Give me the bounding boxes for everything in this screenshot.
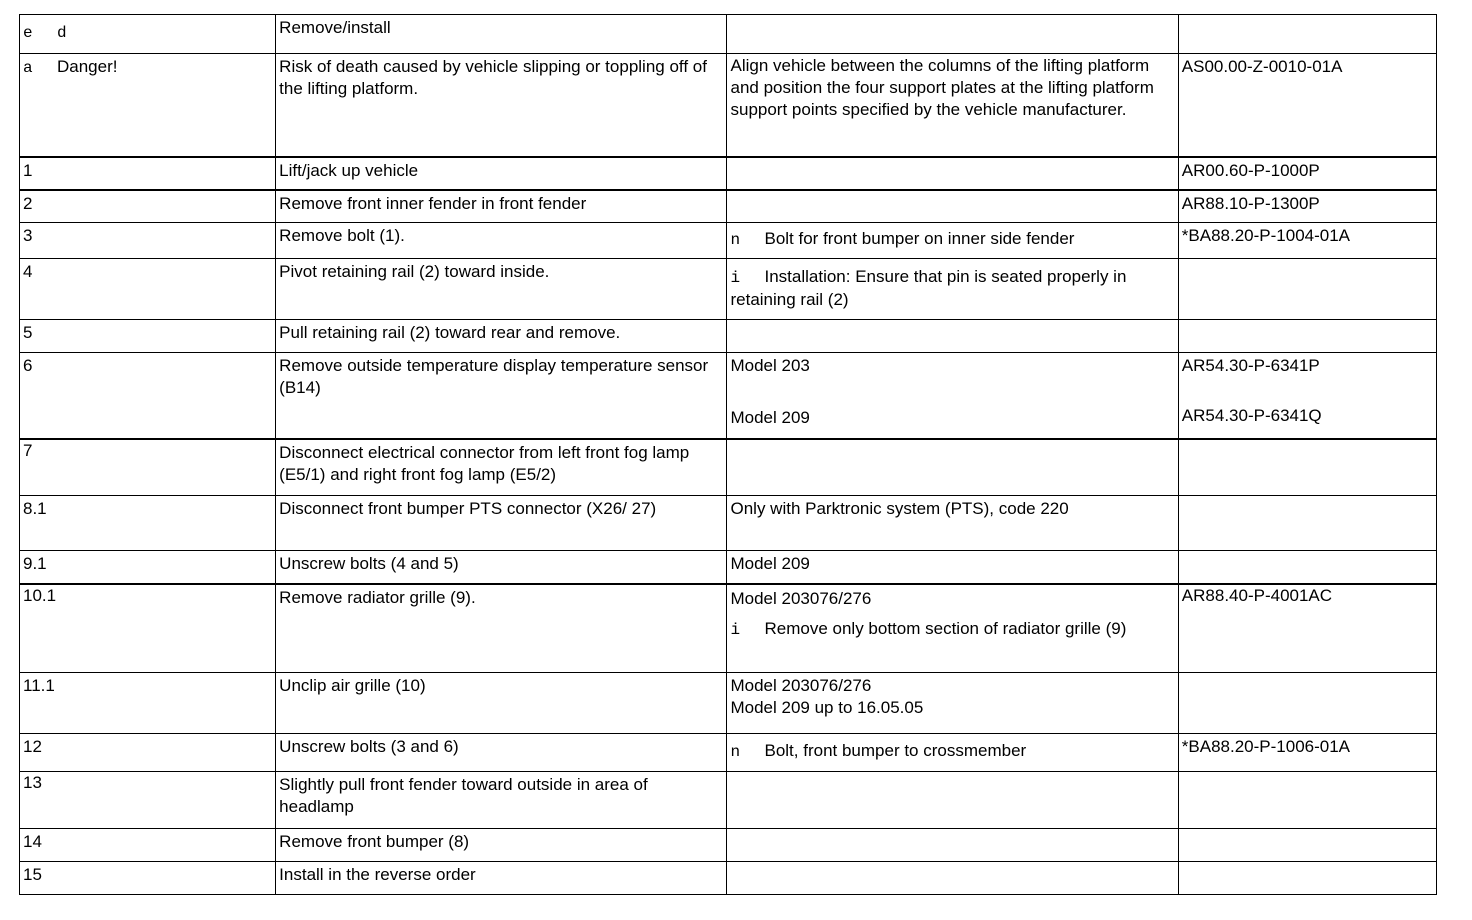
step-number: 15 <box>20 862 276 895</box>
header-empty-ref <box>1178 15 1436 54</box>
step-number: 11.1 <box>20 673 276 734</box>
step-action: Remove radiator grille (9). <box>276 584 727 673</box>
table-row <box>20 734 1437 772</box>
danger-ref: AS00.00-Z-0010-01A <box>1178 54 1436 157</box>
table-row <box>20 772 1437 829</box>
step-ref-model-209: AR54.30-P-6341Q <box>1181 406 1322 425</box>
step-ref <box>1178 439 1436 496</box>
table-row <box>20 259 1437 320</box>
environment-symbol-d: d <box>57 24 67 42</box>
table-row <box>20 551 1437 584</box>
step-note <box>727 439 1178 496</box>
table-row <box>20 862 1437 895</box>
step-number: 8.1 <box>20 496 276 551</box>
step-action: Remove bolt (1). <box>276 223 727 259</box>
table-row <box>20 673 1437 734</box>
header-symbols <box>20 15 276 54</box>
step-action: Disconnect electrical connector from left front fog lamp (E5/1) and right front fog lamp (E5/2) <box>276 439 727 496</box>
step-number: 4 <box>20 259 276 320</box>
step-ref <box>1178 551 1436 584</box>
step-ref <box>1178 829 1436 862</box>
danger-label: Danger! <box>57 57 118 76</box>
step-ref: AR00.60-P-1000P <box>1178 157 1436 190</box>
step-ref <box>1178 259 1436 320</box>
step-note-text: Installation: Ensure that pin is seated properly in retaining rail (2) <box>730 267 1127 309</box>
danger-note: Align vehicle between the columns of the lifting platform and position the four support plates at the lifting platform support points specified by the vehicle manufacturer. <box>727 54 1178 157</box>
header-empty-note <box>727 15 1178 54</box>
table-row <box>20 353 1437 439</box>
step-note-model: Model 203076/276 <box>730 676 872 695</box>
step-note <box>727 320 1178 353</box>
step-action: Slightly pull front fender toward outside in area of headlamp <box>276 772 727 829</box>
step-ref <box>1178 353 1436 439</box>
step-action: Unclip air grille (10) <box>276 673 727 734</box>
danger-risk: Risk of death caused by vehicle slipping or toppling off of the lifting platform. <box>276 54 727 157</box>
step-note <box>727 772 1178 829</box>
table-row <box>20 223 1437 259</box>
step-ref: AR88.10-P-1300P <box>1178 190 1436 223</box>
step-number: 13 <box>20 772 276 829</box>
step-note <box>727 584 1178 673</box>
table-row <box>20 190 1437 223</box>
step-number: 2 <box>20 190 276 223</box>
step-note-model: Model 203076/276 <box>730 588 872 608</box>
table-row <box>20 320 1437 353</box>
step-note <box>727 353 1178 439</box>
procedure-table <box>19 14 1437 895</box>
table-row <box>20 496 1437 551</box>
note-icon: n <box>730 231 741 249</box>
step-action: Install in the reverse order <box>276 862 727 895</box>
step-note <box>727 673 1178 734</box>
danger-cell <box>20 54 276 157</box>
step-action: Pivot retaining rail (2) toward inside. <box>276 259 727 320</box>
danger-row <box>20 54 1437 157</box>
step-note <box>727 734 1178 772</box>
info-icon: i <box>730 269 741 287</box>
step-number: 1 <box>20 157 276 190</box>
step-note <box>727 223 1178 259</box>
step-note-model-209: Model 209 up to 16.05.05 <box>730 698 924 717</box>
step-number: 3 <box>20 223 276 259</box>
step-action: Lift/jack up vehicle <box>276 157 727 190</box>
step-ref <box>1178 673 1436 734</box>
step-note-model-203: Model 203 <box>730 356 810 375</box>
step-action: Remove front bumper (8) <box>276 829 727 862</box>
step-number: 7 <box>20 439 276 496</box>
table-row <box>20 584 1437 673</box>
step-note: Model 209 <box>727 551 1178 584</box>
step-action: Pull retaining rail (2) toward rear and remove. <box>276 320 727 353</box>
step-note-model-209: Model 209 <box>730 408 810 427</box>
step-number: 6 <box>20 353 276 439</box>
table-row <box>20 439 1437 496</box>
step-ref: AR88.40-P-4001AC <box>1178 584 1436 673</box>
info-icon: i <box>730 620 741 639</box>
step-note-text: Bolt for front bumper on inner side fender <box>764 229 1075 248</box>
step-action: Unscrew bolts (3 and 6) <box>276 734 727 772</box>
step-note <box>727 157 1178 190</box>
step-note-text: Remove only bottom section of radiator grille (9) <box>764 618 1127 638</box>
step-ref <box>1178 862 1436 895</box>
header-title: Remove/install <box>276 15 727 54</box>
step-action: Unscrew bolts (4 and 5) <box>276 551 727 584</box>
step-number: 5 <box>20 320 276 353</box>
step-note <box>727 259 1178 320</box>
step-note <box>727 862 1178 895</box>
note-icon: n <box>730 743 741 761</box>
step-ref <box>1178 496 1436 551</box>
step-action: Remove front inner fender in front fender <box>276 190 727 223</box>
step-action: Remove outside temperature display temperature sensor (B14) <box>276 353 727 439</box>
step-number: 12 <box>20 734 276 772</box>
step-number: 14 <box>20 829 276 862</box>
step-ref: *BA88.20-P-1006-01A <box>1178 734 1436 772</box>
step-note <box>727 829 1178 862</box>
step-number: 9.1 <box>20 551 276 584</box>
step-action: Disconnect front bumper PTS connector (X26/ 27) <box>276 496 727 551</box>
step-ref <box>1178 320 1436 353</box>
step-ref: *BA88.20-P-1004-01A <box>1178 223 1436 259</box>
step-note <box>727 190 1178 223</box>
header-row <box>20 15 1437 54</box>
step-ref <box>1178 772 1436 829</box>
step-ref-model-203: AR54.30-P-6341P <box>1181 356 1320 375</box>
table-row <box>20 829 1437 862</box>
danger-icon: a <box>23 59 33 77</box>
step-number: 10.1 <box>20 584 276 673</box>
table-row <box>20 157 1437 190</box>
environment-symbol-e: e <box>23 24 33 42</box>
step-note-text: Bolt, front bumper to crossmember <box>764 741 1027 760</box>
step-note: Only with Parktronic system (PTS), code 220 <box>727 496 1178 551</box>
